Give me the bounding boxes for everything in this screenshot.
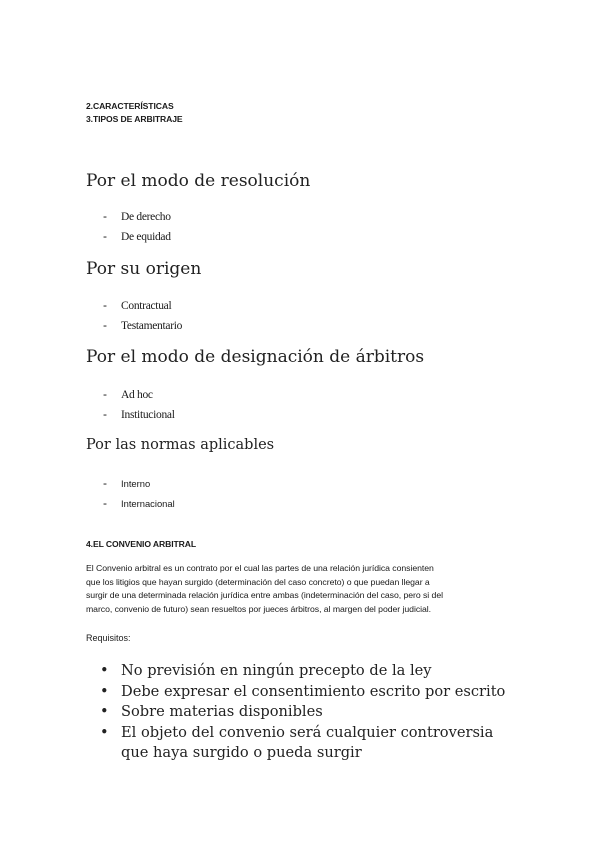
heading-convenio-arbitral: 4.EL CONVENIO ARBITRAL	[86, 539, 197, 549]
list-item	[103, 494, 175, 512]
requisito-text: Sobre materias disponibles	[121, 703, 323, 720]
list-item-text: Internacional	[121, 498, 175, 509]
requisitos-label: Requisitos:	[86, 633, 131, 643]
list-item	[103, 227, 171, 245]
list-item	[100, 702, 505, 723]
section-title-modo-resolucion: Por el modo de resolución	[86, 171, 311, 191]
requisito-text: El objeto del convenio será cualquier controversia	[121, 723, 494, 741]
list-item	[103, 296, 171, 314]
paragraph-line: surgir de una determinada relación jurídica entre ambas (indeterminación del caso, pero si del	[86, 590, 443, 601]
section-title-designacion-arbitros: Por el modo de designación de árbitros	[86, 347, 425, 367]
dash-bullet: -	[103, 229, 107, 243]
dash-bullet: -	[103, 387, 107, 401]
paragraph-line: que los litigios que hayan surgido (determinación del caso concreto) o que puedan llegar a	[86, 576, 430, 587]
list-item	[103, 474, 150, 492]
requisito-continuation: que haya surgido o pueda surgir	[121, 744, 362, 761]
dash-bullet: -	[103, 209, 107, 223]
dash-bullet: -	[103, 298, 107, 312]
paragraph-line: marco, convenio de futuro) sean resueltos por jueces árbitros, al margen del poder judicial.	[86, 603, 432, 614]
bullet-dot: •	[100, 703, 109, 720]
section-title-normas-aplicables: Por las normas aplicables	[86, 437, 275, 453]
list-item	[103, 385, 153, 403]
list-item-text: Testamentario	[121, 320, 183, 332]
heading-tipos-de-arbitraje: 3.TIPOS DE ARBITRAJE	[86, 114, 183, 124]
dash-bullet: -	[103, 407, 107, 421]
list-item-text: De equidad	[121, 231, 171, 243]
list-item-text: Ad hoc	[121, 389, 153, 401]
list-item-text: De derecho	[121, 211, 171, 223]
list-item	[100, 723, 505, 764]
dash-bullet: -	[103, 318, 107, 332]
heading-caracteristicas: 2.CARACTERÍSTICAS	[86, 101, 174, 111]
paragraph-line: El Convenio arbitral es un contrato por el cual las partes de una relación jurídica consienten	[86, 563, 434, 573]
list-item	[103, 405, 175, 423]
list-item	[100, 661, 505, 682]
convenio-paragraph	[86, 562, 516, 616]
list-item	[100, 682, 505, 703]
bullet-dot: •	[100, 723, 109, 741]
list-item	[103, 316, 182, 334]
list-item-text: Interno	[121, 478, 151, 489]
dash-bullet: -	[103, 496, 107, 510]
requisito-text: Debe expresar el consentimiento escrito por escrito	[121, 682, 506, 700]
list-item-text: Institucional	[121, 409, 175, 421]
list-item	[103, 207, 171, 225]
bullet-dot: •	[100, 662, 109, 679]
section-title-origen: Por su origen	[86, 259, 202, 279]
requisito-text: No previsión en ningún precepto de la ley	[121, 662, 432, 679]
dash-bullet: -	[103, 476, 107, 490]
bullet-dot: •	[100, 682, 109, 700]
requisitos-list	[100, 661, 505, 764]
list-item-text: Contractual	[121, 300, 172, 312]
